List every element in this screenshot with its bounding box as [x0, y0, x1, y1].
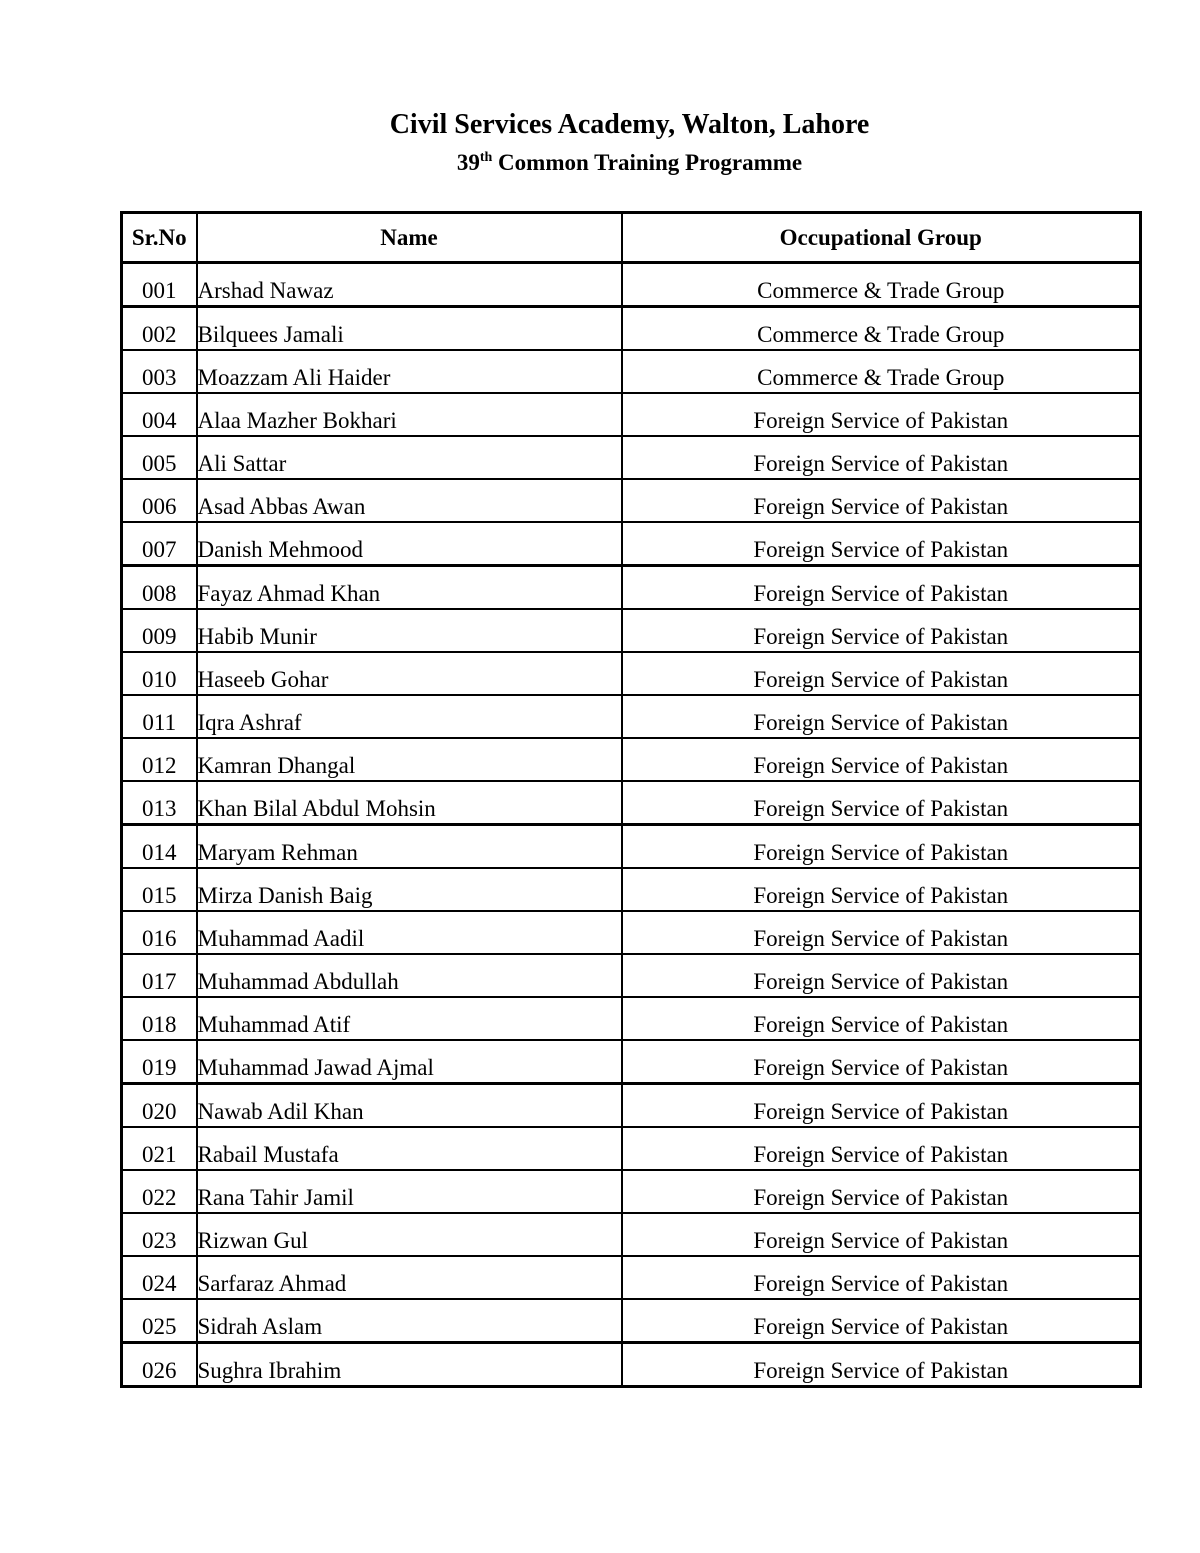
name-cell: Khan Bilal Abdul Mohsin [197, 781, 622, 825]
name-cell: Nawab Adil Khan [197, 1084, 622, 1128]
table-header-row [122, 213, 1141, 263]
sr-no-cell: 026 [122, 1343, 197, 1387]
name-cell: Rana Tahir Jamil [197, 1170, 622, 1213]
name-cell: Sidrah Aslam [197, 1299, 622, 1343]
name-cell: Fayaz Ahmad Khan [197, 566, 622, 610]
name-cell: Muhammad Atif [197, 997, 622, 1040]
table-row [122, 609, 1141, 652]
occupational-group-cell: Foreign Service of Pakistan [622, 1256, 1141, 1299]
table-row [122, 350, 1141, 393]
sr-no-cell: 007 [122, 522, 197, 566]
name-cell: Arshad Nawaz [197, 263, 622, 307]
column-header-sr-no: Sr.No [122, 213, 197, 263]
occupational-group-cell: Commerce & Trade Group [622, 307, 1141, 351]
sr-no-cell: 013 [122, 781, 197, 825]
occupational-group-cell: Foreign Service of Pakistan [622, 522, 1141, 566]
table-row [122, 825, 1141, 869]
table-row [122, 738, 1141, 781]
sr-no-cell: 006 [122, 479, 197, 522]
name-cell: Moazzam Ali Haider [197, 350, 622, 393]
name-cell: Rizwan Gul [197, 1213, 622, 1256]
sr-no-cell: 025 [122, 1299, 197, 1343]
occupational-group-cell: Foreign Service of Pakistan [622, 825, 1141, 869]
occupational-group-cell: Foreign Service of Pakistan [622, 695, 1141, 738]
document-subtitle [0, 148, 1200, 182]
column-header-occupational-group: Occupational Group [622, 213, 1141, 263]
sr-no-cell: 004 [122, 393, 197, 436]
sr-no-cell: 016 [122, 911, 197, 954]
sr-no-cell: 020 [122, 1084, 197, 1128]
sr-no-cell: 022 [122, 1170, 197, 1213]
table-row [122, 1040, 1141, 1084]
table-body [122, 263, 1141, 1387]
table-row [122, 1256, 1141, 1299]
table-row [122, 911, 1141, 954]
table-row [122, 566, 1141, 610]
table-row [122, 1170, 1141, 1213]
occupational-group-cell: Commerce & Trade Group [622, 263, 1141, 307]
occupational-group-cell: Commerce & Trade Group [622, 350, 1141, 393]
sr-no-cell: 015 [122, 868, 197, 911]
occupational-group-cell: Foreign Service of Pakistan [622, 609, 1141, 652]
column-header-name: Name [197, 213, 622, 263]
name-cell: Bilquees Jamali [197, 307, 622, 351]
occupational-group-cell: Foreign Service of Pakistan [622, 997, 1141, 1040]
sr-no-cell: 024 [122, 1256, 197, 1299]
table-row [122, 479, 1141, 522]
sr-no-cell: 012 [122, 738, 197, 781]
sr-no-cell: 005 [122, 436, 197, 479]
name-cell: Muhammad Aadil [197, 911, 622, 954]
table-row [122, 1343, 1141, 1387]
table-row [122, 1127, 1141, 1170]
programme-ordinal-suffix: th [479, 150, 493, 165]
table-row [122, 868, 1141, 911]
occupational-group-cell: Foreign Service of Pakistan [622, 954, 1141, 997]
table-row [122, 695, 1141, 738]
name-cell: Haseeb Gohar [197, 652, 622, 695]
name-cell: Ali Sattar [197, 436, 622, 479]
occupational-group-cell: Foreign Service of Pakistan [622, 868, 1141, 911]
name-cell: Mirza Danish Baig [197, 868, 622, 911]
table-row [122, 1213, 1141, 1256]
occupational-group-cell: Foreign Service of Pakistan [622, 566, 1141, 610]
table-row [122, 522, 1141, 566]
sr-no-cell: 023 [122, 1213, 197, 1256]
table-row [122, 436, 1141, 479]
occupational-group-cell: Foreign Service of Pakistan [622, 911, 1141, 954]
occupational-group-cell: Foreign Service of Pakistan [622, 1040, 1141, 1084]
programme-name: Common Training Programme [492, 150, 803, 175]
table-row [122, 954, 1141, 997]
occupational-group-cell: Foreign Service of Pakistan [622, 393, 1141, 436]
occupational-group-cell: Foreign Service of Pakistan [622, 1299, 1141, 1343]
sr-no-cell: 002 [122, 307, 197, 351]
name-cell: Kamran Dhangal [197, 738, 622, 781]
name-cell: Muhammad Abdullah [197, 954, 622, 997]
table-row [122, 997, 1141, 1040]
table-row [122, 781, 1141, 825]
sr-no-cell: 014 [122, 825, 197, 869]
sr-no-cell: 018 [122, 997, 197, 1040]
occupational-group-cell: Foreign Service of Pakistan [622, 781, 1141, 825]
name-cell: Maryam Rehman [197, 825, 622, 869]
occupational-group-cell: Foreign Service of Pakistan [622, 1343, 1141, 1387]
name-cell: Asad Abbas Awan [197, 479, 622, 522]
name-cell: Alaa Mazher Bokhari [197, 393, 622, 436]
document-title: Civil Services Academy, Walton, Lahore [389, 109, 870, 140]
table-row [122, 1299, 1141, 1343]
table-row [122, 393, 1141, 436]
name-cell: Muhammad Jawad Ajmal [197, 1040, 622, 1084]
sr-no-cell: 009 [122, 609, 197, 652]
table-row [122, 263, 1141, 307]
sr-no-cell: 021 [122, 1127, 197, 1170]
occupational-group-cell: Foreign Service of Pakistan [622, 1213, 1141, 1256]
sr-no-cell: 003 [122, 350, 197, 393]
sr-no-cell: 001 [122, 263, 197, 307]
programme-number: 39 [456, 150, 480, 175]
occupational-group-cell: Foreign Service of Pakistan [622, 479, 1141, 522]
sr-no-cell: 019 [122, 1040, 197, 1084]
trainee-table [120, 211, 1142, 1388]
occupational-group-cell: Foreign Service of Pakistan [622, 1170, 1141, 1213]
name-cell: Habib Munir [197, 609, 622, 652]
name-cell: Danish Mehmood [197, 522, 622, 566]
name-cell: Iqra Ashraf [197, 695, 622, 738]
occupational-group-cell: Foreign Service of Pakistan [622, 436, 1141, 479]
name-cell: Sughra Ibrahim [197, 1343, 622, 1387]
occupational-group-cell: Foreign Service of Pakistan [622, 1084, 1141, 1128]
name-cell: Sarfaraz Ahmad [197, 1256, 622, 1299]
table-row [122, 1084, 1141, 1128]
occupational-group-cell: Foreign Service of Pakistan [622, 652, 1141, 695]
sr-no-cell: 008 [122, 566, 197, 610]
sr-no-cell: 010 [122, 652, 197, 695]
sr-no-cell: 011 [122, 695, 197, 738]
occupational-group-cell: Foreign Service of Pakistan [622, 1127, 1141, 1170]
table-row [122, 652, 1141, 695]
table-row [122, 307, 1141, 351]
occupational-group-cell: Foreign Service of Pakistan [622, 738, 1141, 781]
name-cell: Rabail Mustafa [197, 1127, 622, 1170]
sr-no-cell: 017 [122, 954, 197, 997]
